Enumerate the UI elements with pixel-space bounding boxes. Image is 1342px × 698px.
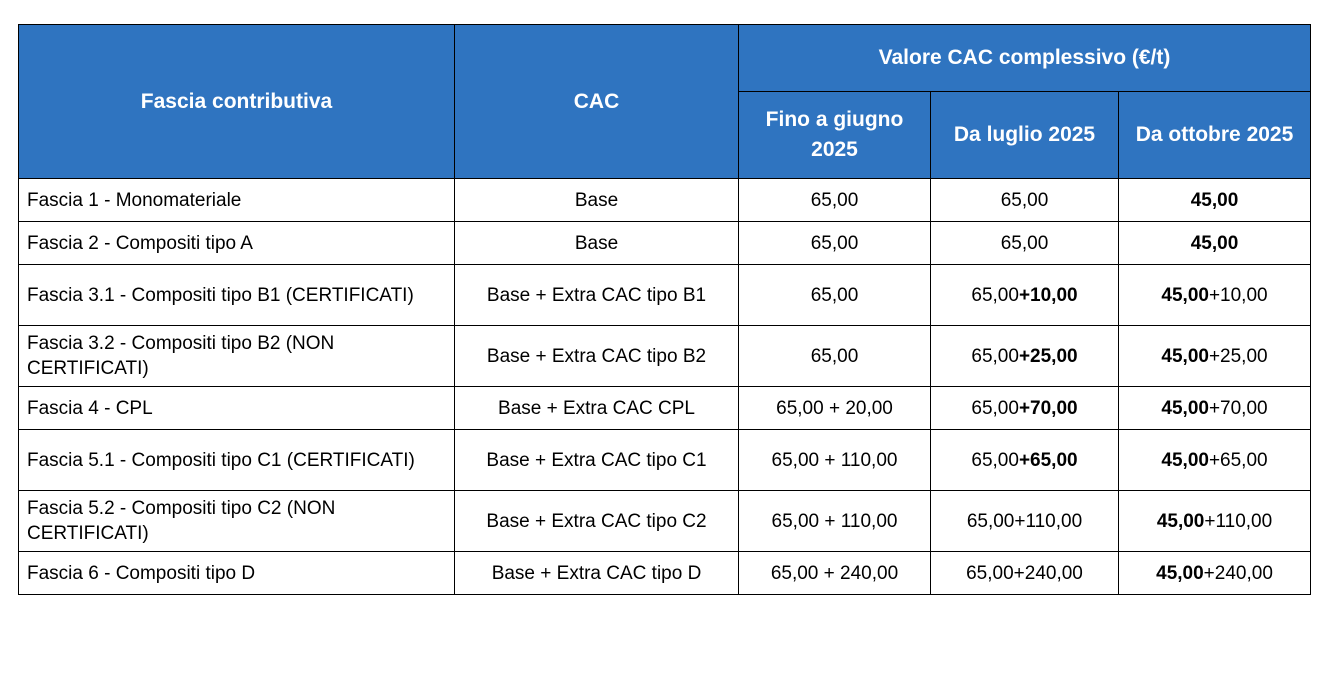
fascia-cell: Fascia 1 - Monomateriale xyxy=(19,179,455,222)
table-header xyxy=(19,25,1311,179)
base-value: 65,00 xyxy=(971,345,1019,367)
base-value: 65,00 xyxy=(1000,232,1049,254)
fascia-cell: Fascia 5.1 - Compositi tipo C1 (CERTIFICATI) xyxy=(19,430,455,491)
value-cell-period-2 xyxy=(931,326,1119,387)
header-cac: CAC xyxy=(455,25,739,179)
extra-value: +240,00 xyxy=(1013,562,1083,584)
fascia-cell: Fascia 2 - Compositi tipo A xyxy=(19,222,455,265)
value-cell-period-2 xyxy=(931,179,1119,222)
extra-value: +10,00 xyxy=(1018,284,1078,306)
table-row xyxy=(19,552,1311,595)
fascia-cell: Fascia 3.2 - Compositi tipo B2 (NON CERTIFICATI) xyxy=(19,326,455,387)
value-cell-period-2 xyxy=(931,265,1119,326)
base-value: 65,00 xyxy=(1000,189,1049,211)
table-row xyxy=(19,326,1311,387)
fascia-cell: Fascia 6 - Compositi tipo D xyxy=(19,552,455,595)
base-value: 45,00 xyxy=(1161,345,1209,367)
value-cell-period-3 xyxy=(1119,430,1311,491)
base-value: 45,00 xyxy=(1161,284,1209,306)
cac-cell: Base + Extra CAC tipo D xyxy=(455,552,739,595)
value-cell-period-1: 65,00 + 20,00 xyxy=(739,387,931,430)
table-row xyxy=(19,387,1311,430)
value-cell-period-3 xyxy=(1119,265,1311,326)
cac-cell: Base xyxy=(455,179,739,222)
extra-value: +110,00 xyxy=(1014,510,1083,532)
cac-cell: Base xyxy=(455,222,739,265)
table-row xyxy=(19,222,1311,265)
value-cell-period-1: 65,00 xyxy=(739,326,931,387)
cac-cell: Base + Extra CAC CPL xyxy=(455,387,739,430)
table-row xyxy=(19,265,1311,326)
base-value: 45,00 xyxy=(1190,232,1239,254)
value-cell-period-1: 65,00 + 110,00 xyxy=(739,491,931,552)
value-cell-period-2 xyxy=(931,430,1119,491)
header-period-3: Da ottobre 2025 xyxy=(1119,92,1311,179)
value-cell-period-3 xyxy=(1119,491,1311,552)
cac-table xyxy=(18,24,1311,595)
extra-value: +25,00 xyxy=(1208,345,1268,367)
value-cell-period-1: 65,00 xyxy=(739,222,931,265)
base-value: 65,00 xyxy=(971,449,1019,471)
table-row xyxy=(19,179,1311,222)
value-cell-period-3 xyxy=(1119,326,1311,387)
base-value: 45,00 xyxy=(1156,510,1205,532)
value-cell-period-1: 65,00 xyxy=(739,179,931,222)
base-value: 65,00 xyxy=(966,562,1014,584)
base-value: 45,00 xyxy=(1161,449,1209,471)
extra-value: +240,00 xyxy=(1203,562,1273,584)
header-period-1: Fino a giugno 2025 xyxy=(739,92,931,179)
base-value: 45,00 xyxy=(1156,562,1204,584)
base-value: 65,00 xyxy=(966,510,1015,532)
header-row-top xyxy=(19,25,1311,92)
cac-cell: Base + Extra CAC tipo C1 xyxy=(455,430,739,491)
fascia-cell: Fascia 4 - CPL xyxy=(19,387,455,430)
extra-value: +25,00 xyxy=(1018,345,1078,367)
extra-value: +65,00 xyxy=(1208,449,1268,471)
cac-cell: Base + Extra CAC tipo C2 xyxy=(455,491,739,552)
extra-value: +10,00 xyxy=(1208,284,1268,306)
table-row xyxy=(19,491,1311,552)
fascia-cell: Fascia 5.2 - Compositi tipo C2 (NON CERTIFICATI) xyxy=(19,491,455,552)
value-cell-period-3 xyxy=(1119,222,1311,265)
value-cell-period-1: 65,00 xyxy=(739,265,931,326)
base-value: 45,00 xyxy=(1161,397,1209,419)
value-cell-period-3 xyxy=(1119,387,1311,430)
value-cell-period-3 xyxy=(1119,552,1311,595)
table-body xyxy=(19,179,1311,595)
cac-cell: Base + Extra CAC tipo B1 xyxy=(455,265,739,326)
header-valore-group: Valore CAC complessivo (€/t) xyxy=(739,25,1311,92)
header-fascia: Fascia contributiva xyxy=(19,25,455,179)
extra-value: +70,00 xyxy=(1018,397,1078,419)
fascia-cell: Fascia 3.1 - Compositi tipo B1 (CERTIFICATI) xyxy=(19,265,455,326)
extra-value: +65,00 xyxy=(1018,449,1078,471)
value-cell-period-3 xyxy=(1119,179,1311,222)
base-value: 65,00 xyxy=(971,284,1019,306)
extra-value: +70,00 xyxy=(1208,397,1268,419)
base-value: 45,00 xyxy=(1190,189,1239,211)
base-value: 65,00 xyxy=(971,397,1019,419)
value-cell-period-1: 65,00 + 240,00 xyxy=(739,552,931,595)
value-cell-period-2 xyxy=(931,387,1119,430)
value-cell-period-2 xyxy=(931,552,1119,595)
value-cell-period-1: 65,00 + 110,00 xyxy=(739,430,931,491)
cac-cell: Base + Extra CAC tipo B2 xyxy=(455,326,739,387)
extra-value: +110,00 xyxy=(1204,510,1273,532)
header-period-2: Da luglio 2025 xyxy=(931,92,1119,179)
value-cell-period-2 xyxy=(931,491,1119,552)
table-row xyxy=(19,430,1311,491)
value-cell-period-2 xyxy=(931,222,1119,265)
